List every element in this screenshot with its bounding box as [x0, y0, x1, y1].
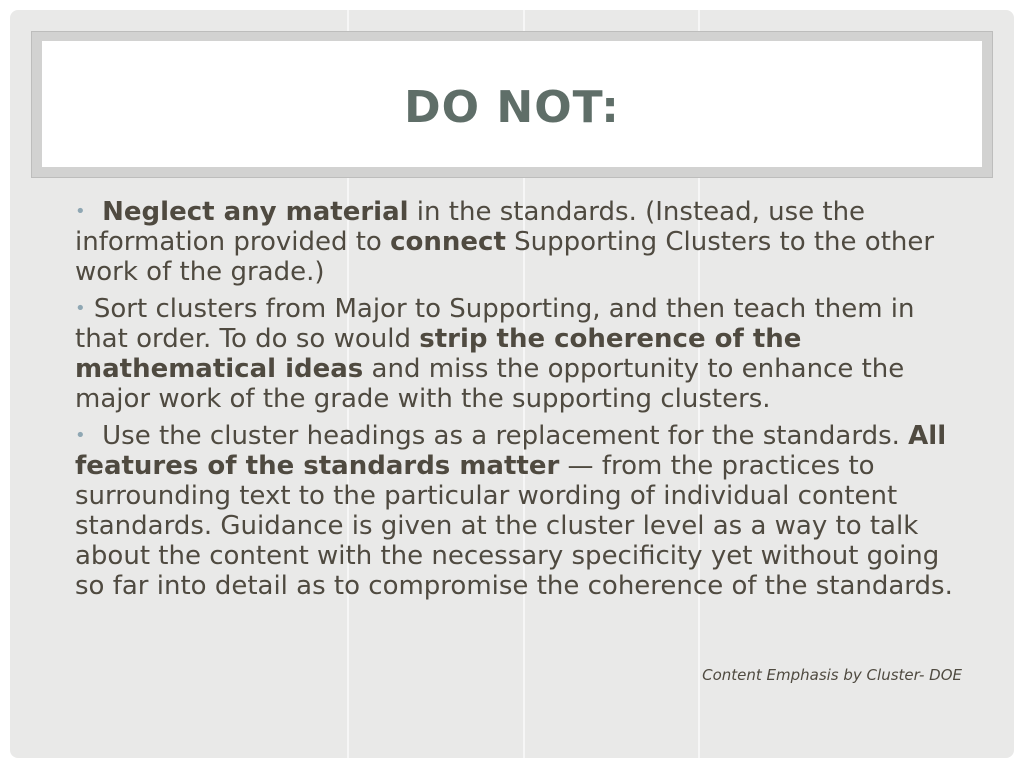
bullet-bold-text: strip the coherence of the mathematical ideas	[75, 324, 802, 384]
bullet-text: — from the practices to surrounding text to the particular wording of individual content standards. Guidance is given at the cluster level as a way to talk about the content with the necessary specificity yet without going so far into detail as to compromise the coherence of the standards.	[75, 451, 953, 601]
bullet-text: Sort clusters from Major to Supporting, and then teach them in that order. To do so would	[75, 294, 915, 354]
bullet-dot-icon: •	[75, 425, 86, 446]
bullet-text: Supporting Clusters to the other work of the grade.)	[75, 227, 935, 287]
bullet-item	[75, 294, 965, 414]
bullet-text: and miss the opportunity to enhance the major work of the grade with the supporting clusters.	[75, 354, 905, 414]
bullet-dot-icon: •	[75, 298, 86, 319]
slide-title: DO NOT:	[404, 81, 620, 133]
bullet-item	[75, 197, 965, 287]
bullet-dot-icon: •	[75, 201, 86, 222]
bullet-bold-text: All features of the standards matter	[75, 421, 947, 481]
bullet-bold-text: connect	[390, 227, 506, 257]
title-box	[42, 41, 982, 167]
citation: Content Emphasis by Cluster- DOE	[702, 666, 962, 684]
bullet-list	[75, 197, 965, 608]
title-frame	[31, 31, 993, 178]
bullet-bold-text: Neglect any material	[102, 197, 409, 227]
bullet-text: Use the cluster headings as a replacement for the standards.	[93, 421, 909, 451]
bullet-item	[75, 421, 965, 601]
bullet-text: in the standards. (Instead, use the information provided to	[75, 197, 866, 257]
slide	[10, 10, 1014, 758]
